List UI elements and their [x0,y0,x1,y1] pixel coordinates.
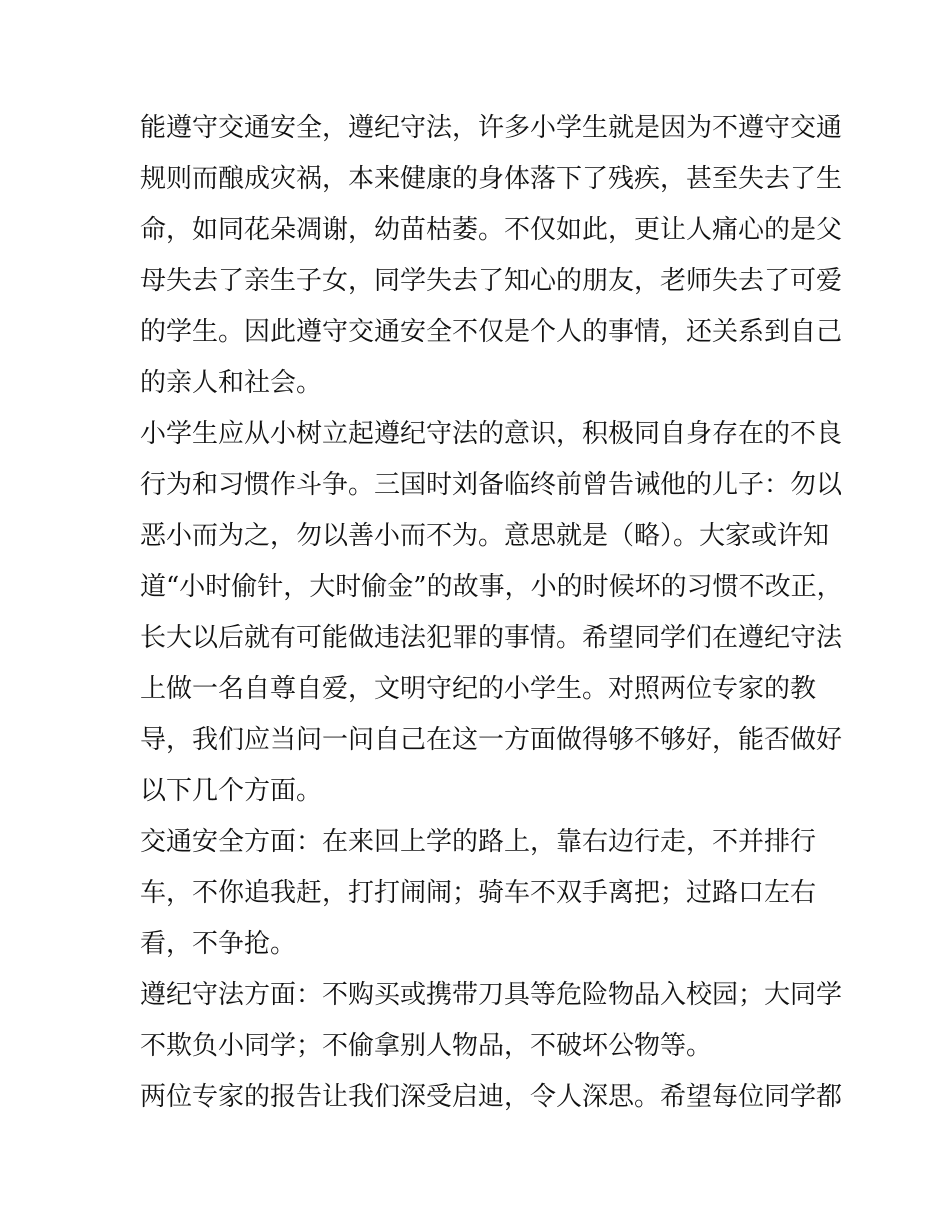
document-body [140,103,843,1123]
text-line: 遵纪守法方面：不购买或携带刀具等危险物品入校园；大同学 [140,980,843,1010]
text-line: 不欺负小同学；不偷拿别人物品，不破坏公物等。 [140,1031,713,1061]
text-line: 两位专家的报告让我们深受启迪，令人深思。希望每位同学都 [140,1082,843,1112]
text-line: 规则而酿成灾祸，本来健康的身体落下了残疾，甚至失去了生 [140,164,843,194]
text-line: 的亲人和社会。 [140,368,323,398]
text-line: 以下几个方面。 [140,776,323,806]
text-line: 长大以后就有可能做违法犯罪的事情。希望同学们在遵纪守法 [140,623,843,653]
paragraph-law-rules [140,970,843,1072]
text-line: 的学生。因此遵守交通安全不仅是个人的事情，还关系到自己 [140,317,843,347]
paragraph-traffic-safety-rules [140,817,820,970]
text-line: 车，不你追我赶，打打闹闹；骑车不双手离把；过路口左右 [140,878,817,908]
text-line: 导，我们应当问一问自己在这一方面做得够不够好，能否做好 [140,725,843,755]
text-line: 小学生应从小树立起遵纪守法的意识，积极同自身存在的不良 [140,419,843,449]
text-line: 交通安全方面：在来回上学的路上，靠右边行走，不并排行 [140,827,817,857]
text-line: 行为和习惯作斗争。三国时刘备临终前曾告诫他的儿子：勿以 [140,470,843,500]
text-line: 看，不争抢。 [140,929,297,959]
text-line: 命，如同花朵凋谢，幼苗枯萎。不仅如此，更让人痛心的是父 [140,215,843,245]
text-line: 恶小而为之，勿以善小而不为。意思就是（略）。大家或许知 [140,521,830,551]
paragraph-law-awareness [140,409,843,817]
paragraph-traffic-safety-consequences [140,103,843,409]
paragraph-conclusion [140,1072,843,1123]
text-line: 母失去了亲生子女，同学失去了知心的朋友，老师失去了可爱 [140,266,843,296]
text-line: 上做一名自尊自爱，文明守纪的小学生。对照两位专家的教 [140,674,817,704]
text-line: 能遵守交通安全，遵纪守法，许多小学生就是因为不遵守交通 [140,113,843,143]
text-line: 道“小时偷针，大时偷金”的故事，小的时候坏的习惯不改正， [140,572,843,602]
